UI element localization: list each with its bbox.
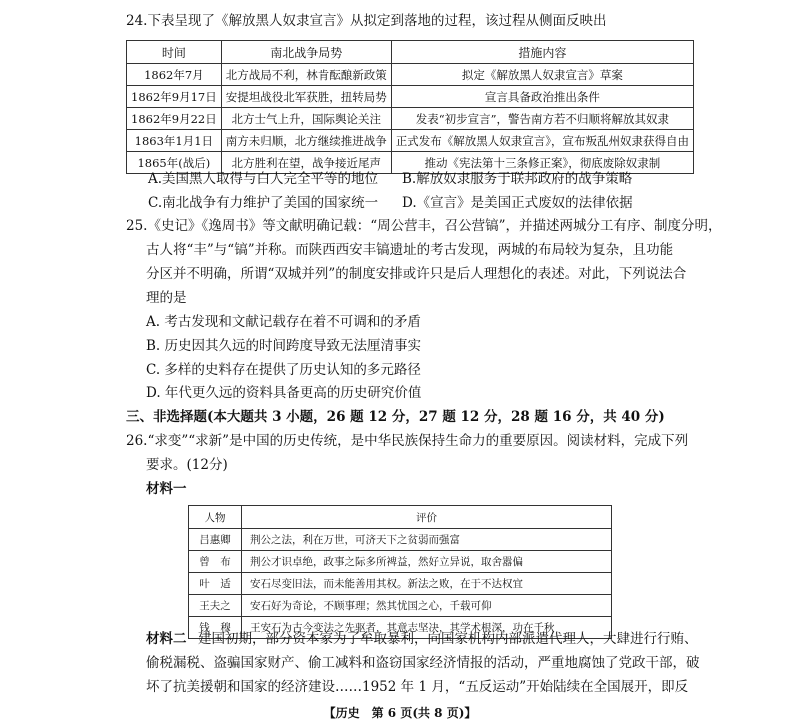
table-cell: 荆公才识卓绝，政事之际多所裨益，然好立异说，取舍嚣偏	[242, 551, 612, 573]
q25-line-2: 古人将“丰”与“镐”并称。而陕西西安丰镐遗址的考古发现，两城的布局较为复杂，且功能	[146, 242, 674, 258]
table-cell: 王安石为古今变法之先驱者，其意志坚决，其学术根深，功在千秋	[242, 617, 612, 639]
table-cell: 拟定《解放黑人奴隶宣言》草案	[391, 64, 693, 86]
q26-line-1: 26.“求变”“求新”是中国的历史传统，是中华民族保持生命力的重要原因。阅读材料，完成下列	[126, 433, 689, 449]
table-cell: 北方战局不利，林肯酝酿新政策	[221, 64, 391, 86]
table-cell: 南方未归顺，北方继续推进战争	[221, 130, 391, 152]
table-cell: 北方士气上升，国际舆论关注	[221, 108, 391, 130]
q24-option-b: B.解放奴隶服务于联邦政府的战争策略	[402, 171, 633, 187]
table-header-cell: 评价	[242, 506, 612, 529]
table-cell: 钱 穆	[189, 617, 242, 639]
q26-line-2: 要求。(12分)	[146, 457, 228, 473]
table-header-cell: 南北战争局势	[221, 41, 391, 64]
table-cell: 1862年7月	[127, 64, 222, 86]
q25-option-b: B. 历史因其久远的时间跨度导致无法厘清事实	[146, 338, 422, 354]
table-cell: 北方胜利在望，战争接近尾声	[221, 152, 391, 174]
table-row	[127, 86, 694, 108]
table-cell: 叶 适	[189, 573, 242, 595]
table-cell: 荆公之法，利在万世，可济天下之贫弱而强富	[242, 529, 612, 551]
table-cell: 发表“初步宣言”，警告南方若不归顺将解放其奴隶	[391, 108, 693, 130]
table-cell: 安提坦战役北军获胜，扭转局势	[221, 86, 391, 108]
table-cell: 宣言具备政治推出条件	[391, 86, 693, 108]
q24-option-c: C.南北战争有力维护了美国的国家统一	[148, 195, 379, 211]
table-row	[127, 64, 694, 86]
table-row	[189, 573, 612, 595]
q26-material-1-table	[188, 505, 612, 639]
table-header-cell: 时间	[127, 41, 222, 64]
q25-option-c: C. 多样的史料存在提供了历史认知的多元路径	[146, 362, 421, 378]
q24-stem: 24.下表呈现了《解放黑人奴隶宣言》从拟定到落地的过程，该过程从侧面反映出	[126, 13, 607, 29]
table-header-cell: 人物	[189, 506, 242, 529]
q25-line-3: 分区并不明确，所谓“双城并列”的制度安排或许只是后人理想化的表述。对此，下列说法合	[146, 266, 687, 282]
q25-option-d: D. 年代更久远的资料具备更高的历史研究价值	[146, 385, 422, 401]
table-cell: 1862年9月22日	[127, 108, 222, 130]
page-footer: 【历史 第 6 页(共 8 页)】	[323, 706, 477, 720]
table-row	[189, 551, 612, 573]
material-2-line-2: 偷税漏税、盗骗国家财产、偷工减料和盗窃国家经济情报的活动，严重地腐蚀了党政干部，破	[146, 655, 700, 671]
table-header-row	[127, 41, 694, 64]
material-2-label: 材料二	[146, 631, 187, 647]
q24-option-d: D.《宣言》是美国正式废奴的法律依据	[402, 195, 633, 211]
table-row	[189, 595, 612, 617]
table-cell: 1862年9月17日	[127, 86, 222, 108]
q25-option-a: A. 考古发现和文献记载存在着不可调和的矛盾	[146, 314, 421, 330]
table-header-cell: 措施内容	[391, 41, 693, 64]
q24-option-a: A.美国黑人取得与白人完全平等的地位	[148, 171, 379, 187]
table-cell: 王夫之	[189, 595, 242, 617]
table-cell: 1865年(战后)	[127, 152, 222, 174]
q25-line-1: 25.《史记》《逸周书》等文献明确记载：“周公营丰，召公营镐”，并描述两城分工有序、制度分明，	[126, 218, 722, 234]
table-cell: 吕惠卿	[189, 529, 242, 551]
table-cell: 安石好为奇论，不顾事理；然其忧国之心，千载可仰	[242, 595, 612, 617]
table-cell: 1863年1月1日	[127, 130, 222, 152]
table-cell: 正式发布《解放黑人奴隶宣言》，宣布叛乱州奴隶获得自由	[391, 130, 693, 152]
table-row	[127, 130, 694, 152]
q24-table	[126, 40, 694, 174]
table-row	[127, 108, 694, 130]
material-2-line-3: 坏了抗美援朝和国家的经济建设……1952 年 1 月，“五反运动”开始陆续在全国展开，即反	[146, 679, 689, 695]
table-cell: 安石尽变旧法，而未能善用其权。新法之败，在于不达权宜	[242, 573, 612, 595]
table-cell: 曾 布	[189, 551, 242, 573]
material-2-line-1: 建国初期，部分资本家为了牟取暴利，向国家机构内部派遣代理人，大肆进行行贿、	[198, 631, 698, 647]
material-1-label: 材料一	[146, 481, 187, 497]
table-cell: 推动《宪法第十三条修正案》，彻底废除奴隶制	[391, 152, 693, 174]
q25-line-4: 理的是	[146, 290, 187, 306]
table-header-row	[189, 506, 612, 529]
table-row	[189, 529, 612, 551]
section-3-heading: 三、非选择题(本大题共 3 小题，26 题 12 分，27 题 12 分，28 题 16 分，共 40 分)	[126, 409, 665, 425]
